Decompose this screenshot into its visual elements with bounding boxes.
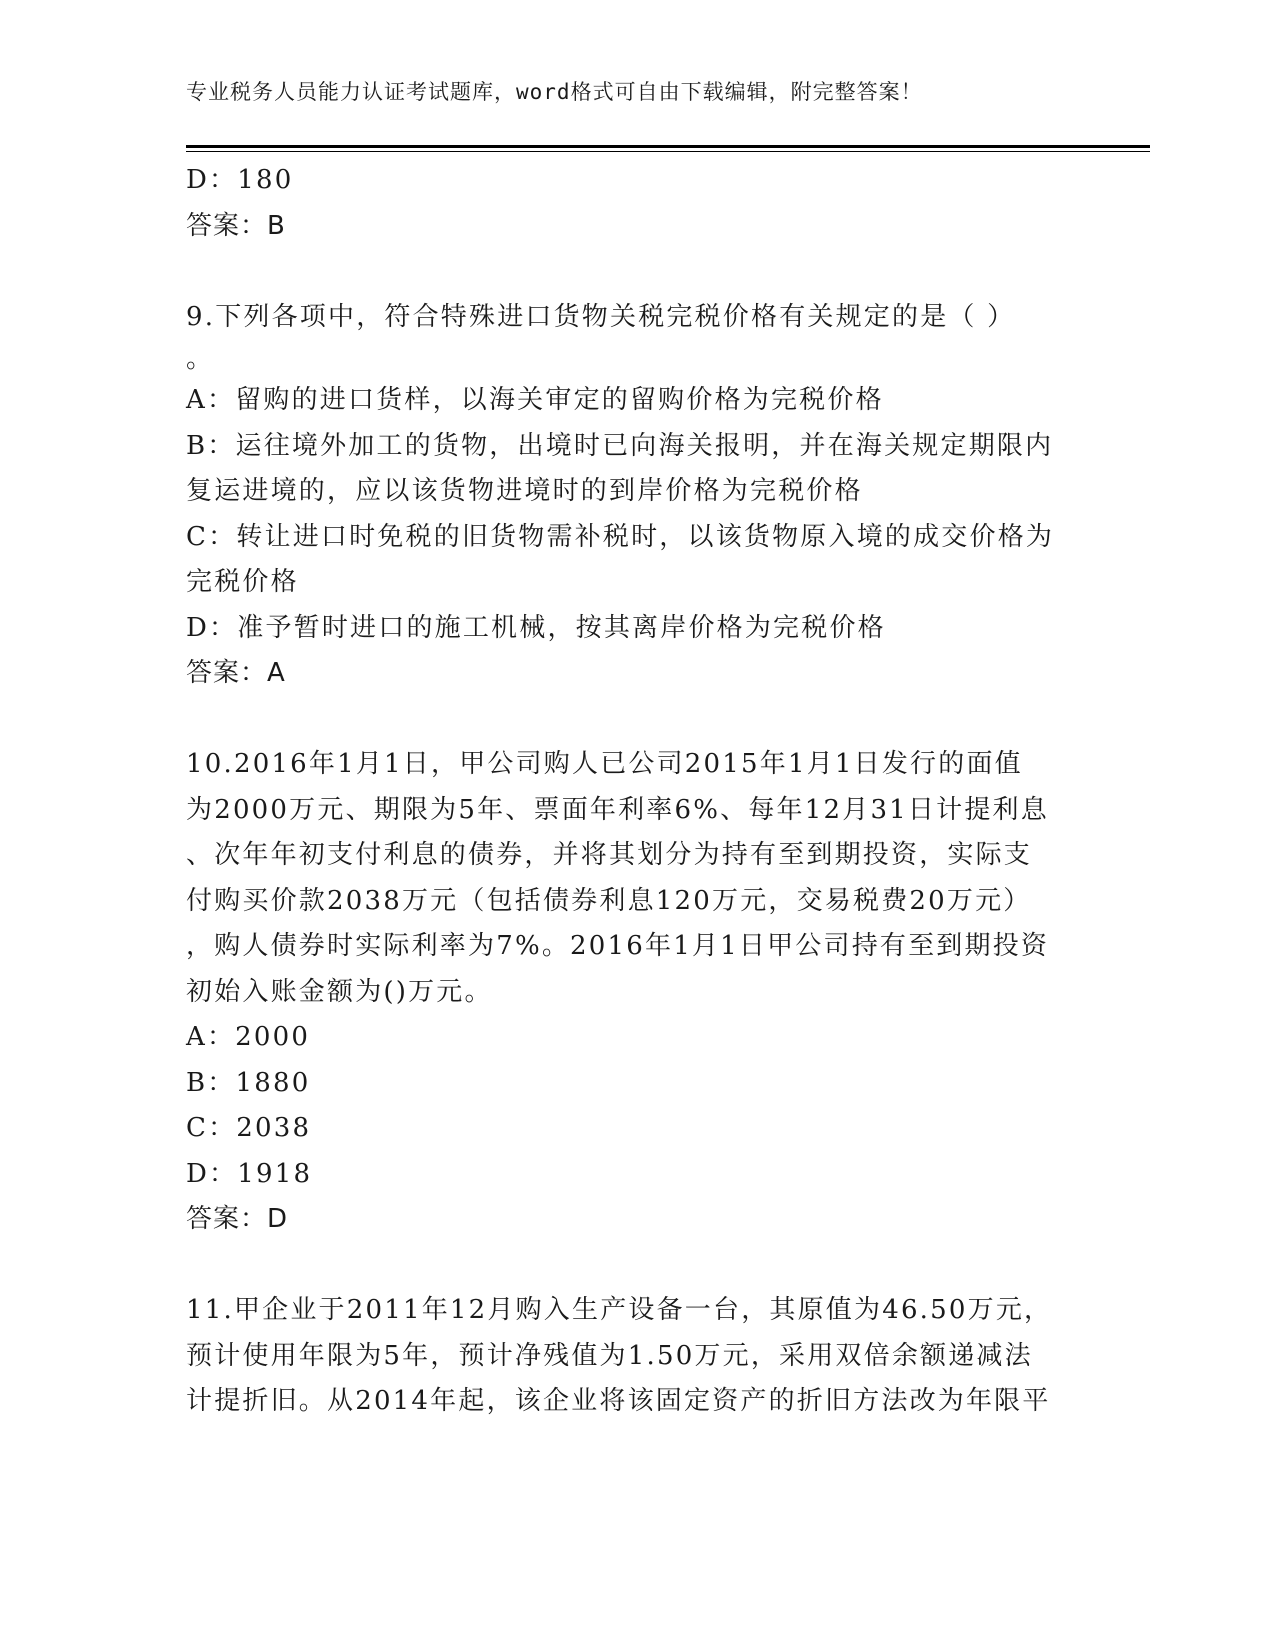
spacer (186, 249, 1086, 295)
q10-option-d: D：1918 (186, 1158, 313, 1189)
q9-option-b-line-2: 复运进境的，应以该货物进境时的到岸价格为完税价格 (186, 476, 863, 506)
q10-stem-line-5: ，购人债券时实际利率为7%。2016年1月1日甲公司持有至到期投资 (186, 931, 1050, 961)
header-rule-thin (186, 151, 1150, 152)
q11-stem-line-1: 11.甲企业于2011年12月购入生产设备一台，其原值为46.50万元， (186, 1295, 1053, 1325)
spacer (186, 697, 1086, 743)
q9-option-b-line-1: B：运往境外加工的货物，出境时已向海关报明，并在海关规定期限内 (186, 430, 1054, 461)
q10-stem-line-1: 10.2016年1月1日，甲公司购人已公司2015年1月1日发行的面值 (186, 749, 1023, 779)
q10-option-b: B：1880 (186, 1067, 311, 1098)
q9-option-a: A：留购的进口货样，以海关审定的留购价格为完税价格 (186, 385, 884, 415)
q9-stem-line-2: 。 (186, 344, 215, 374)
q11-stem-line-2: 预计使用年限为5年，预计净残值为1.50万元，采用双倍余额递减法 (186, 1340, 1033, 1371)
spacer (186, 1243, 1086, 1289)
q9-answer: 答案：A (186, 658, 286, 688)
document-body (186, 158, 1086, 1425)
question-9 (186, 295, 1086, 697)
q10-option-c: C：2038 (186, 1113, 312, 1143)
q10-stem-line-4: 付购买价款2038万元（包括债券利息120万元，交易税费20万元） (186, 885, 1032, 916)
q10-answer: 答案：D (186, 1204, 289, 1234)
q9-option-c-line-2: 完税价格 (186, 567, 299, 597)
q10-stem-line-3: 、次年年初支付利息的债券，并将其划分为持有至到期投资，实际支 (186, 840, 1033, 870)
q11-stem-line-3: 计提折旧。从2014年起，该企业将该固定资产的折旧方法改为年限平 (186, 1386, 1051, 1416)
q9-option-c-line-1: C：转让进口时免税的旧货物需补税时，以该货物原入境的成交价格为 (186, 521, 1055, 552)
q10-option-a: A：2000 (186, 1022, 311, 1052)
prev-option-d: D：180 (186, 165, 294, 195)
q9-option-d: D：准予暂时进口的施工机械，按其离岸价格为完税价格 (186, 612, 886, 643)
page-header: 专业税务人员能力认证考试题库，word格式可自由下载编辑，附完整答案！ (186, 80, 923, 104)
q9-stem-line-1: 9.下列各项中，符合特殊进口货物关税完税价格有关规定的是（ ） (186, 301, 1016, 332)
prev-answer: 答案：B (186, 210, 286, 241)
question-11 (186, 1288, 1086, 1425)
q10-stem-line-6: 初始入账金额为()万元。 (186, 976, 493, 1007)
question-10 (186, 742, 1086, 1243)
q10-stem-line-2: 为2000万元、期限为5年、票面年利率6%、每年12月31日计提利息 (186, 794, 1049, 825)
header-rule-thick (186, 145, 1150, 148)
